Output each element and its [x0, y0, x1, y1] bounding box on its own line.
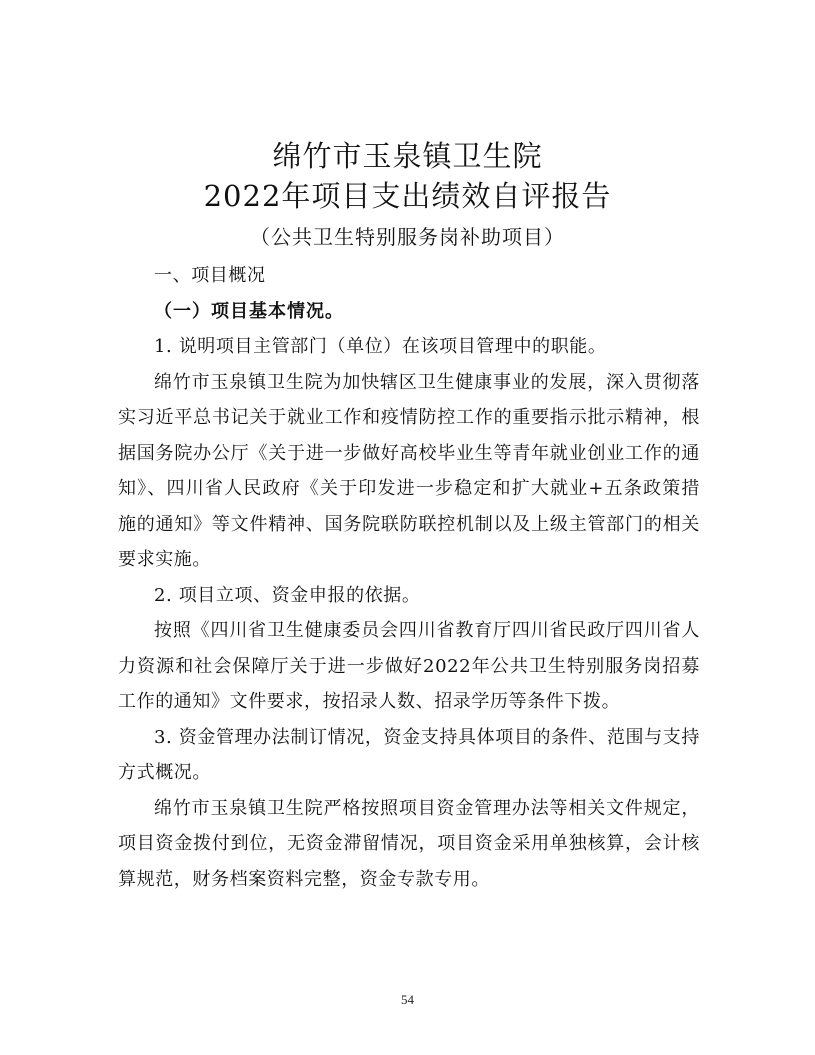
item1-paragraph: 绵竹市玉泉镇卫生院为加快辖区卫生健康事业的发展，深入贯彻落实习近平总书记关于就业工作和疫情防控工作的重要指示批示精神，根据国务院办公厅《关于进一步做好高校毕业生等青年就业创业工作的通知》、四川省人民政府《关于印发进一步稳定和扩大就业+五条政策措施的通知》等文件精神、国务院联防联控机制以及上级主管部门的相关要求实施。: [118, 371, 700, 570]
item3-paragraph: 绵竹市玉泉镇卫生院严格按照项目资金管理办法等相关文件规定，项目资金拨付到位，无资金滞留情况，项目资金采用单独核算，会计核算规范，财务档案资料完整，资金专款专用。: [118, 797, 700, 890]
item3-heading: 3. 资金管理办法制订情况，资金支持具体项目的条件、范围与支持方式概况。: [118, 726, 700, 783]
page-number: 54: [401, 992, 414, 1007]
subsection-heading-basic-info: （一）项目基本情况。: [154, 300, 344, 322]
section-heading-project-overview: 一、项目概况: [154, 265, 266, 286]
title-block: [0, 136, 815, 252]
document-title-line1: 绵竹市玉泉镇卫生院: [272, 139, 543, 173]
item1-heading: 1. 说明项目主管部门（单位）在该项目管理中的职能。: [154, 336, 607, 357]
document-subtitle: （公共卫生特别服务岗补助项目）: [250, 225, 565, 249]
document-title-line2: 2022年项目支出绩效自评报告: [203, 179, 612, 213]
document-body: [118, 258, 700, 897]
item2-heading: 2. 项目立项、资金申报的依据。: [154, 584, 421, 606]
item2-paragraph: 按照《四川省卫生健康委员会四川省教育厅四川省民政厅四川省人力资源和社会保障厅关于进一步做好2022年公共卫生特别服务岗招募工作的通知》文件要求，按招录人数、招录学历等条件下拨。: [118, 620, 700, 712]
